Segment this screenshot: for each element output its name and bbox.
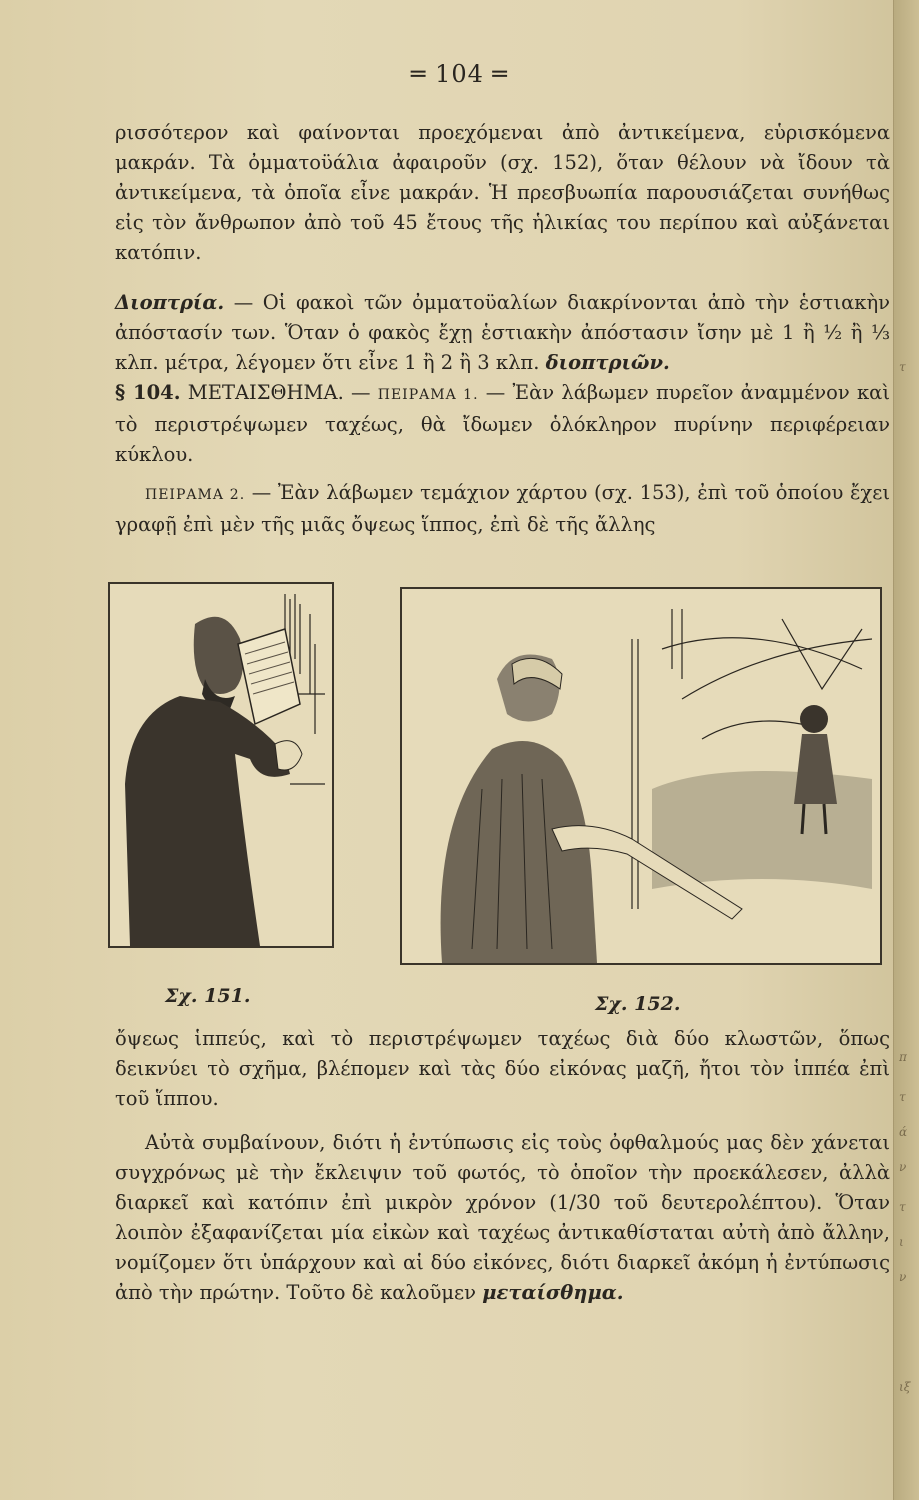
margin-fragment: ι [899, 1235, 904, 1249]
figure-151-man-reading [108, 582, 334, 948]
paragraph-diopter-body: — Οἱ φακοὶ τῶν ὀμματοϋαλίων διακρίνονται ἀπὸ τὴν ἑστιακὴν ἀπόστασίν των. Ὅταν ὁ φακὸς ἔχῃ ἑστιακὴν ἀπόστασιν ἴσην μὲ 1 ἢ ½ ἢ ⅓ κλπ. μέτρα, λέγομεν ὅτι εἶνε 1 ἢ 2 ἢ 3 κλπ. [115, 291, 890, 374]
paragraph-section-104 [115, 378, 890, 470]
margin-fragment: τ [899, 1200, 906, 1214]
term-afterimage: μεταίσθημα. [482, 1281, 624, 1304]
figure-152-woman-and-child [400, 587, 882, 965]
margin-fragment: π [899, 1050, 907, 1064]
margin-fragment: τ [899, 1090, 906, 1104]
margin-fragment: τ [899, 360, 906, 374]
figure-152-caption: Σχ. 152. [595, 993, 681, 1015]
experiment-2-label: ΠΕΙΡΑΜΑ 2. [145, 487, 246, 503]
margin-fragment: ν [899, 1160, 907, 1174]
experiment-2-body: — Ἐὰν λάβωμεν τεμάχιον χάρτου (σχ. 153), ἐπὶ τοῦ ὁποίου ἔχει γραφῇ ἐπὶ μὲν τῆς μιᾶς ὄψεως ἵππος, ἐπὶ δὲ τῆς ἄλλης [115, 481, 890, 536]
section-heading: ΜΕΤΑΙΣΘΗΜΑ. — [180, 381, 378, 404]
figure-152-illustration [402, 589, 880, 963]
experiment-1-body: — Ἐὰν λάβωμεν πυρεῖον ἀναμμένον καὶ τὸ περιστρέψωμεν ταχέως, θὰ ἴδωμεν ὁλόκληρον πυρίνην περιφέρειαν κύκλου. [115, 381, 890, 466]
term-diopters: διοπτριῶν. [545, 351, 670, 374]
paragraph-presbyopia: ρισσότερον καὶ φαίνονται προεχόμεναι ἀπὸ ἀντικείμενα, εὑρισκόμενα μακράν. Τὰ ὀμματοϋάλια ἀφαιροῦν (σχ. 152), ὅταν θέλουν νὰ ἴδουν τὰ ἀντικείμενα, τὰ ὁποῖα εἶνε μακράν. Ἡ πρεσβυωπία παρουσιάζεται συνήθως εἰς τὸν ἄνθρωπον ἀπὸ τοῦ 45 ἔτους τῆς ἡλικίας του περίπου καὶ αὐξάνεται κατόπιν. [115, 121, 890, 264]
term-diopter: Διοπτρία. [115, 291, 225, 314]
figure-151-caption: Σχ. 151. [165, 985, 251, 1007]
paragraph-horse-rider: ὄψεως ἱππεύς, καὶ τὸ περιστρέψωμεν ταχέως διὰ δύο κλωστῶν, ὅπως δεικνύει τὸ σχῆμα, βλέπομεν καὶ τὰς δύο εἰκόνας μαζῆ, ἤτοι τὸν ἱππέα ἐπὶ τοῦ ἵππου. [115, 1027, 890, 1110]
section-number: § 104. [115, 381, 181, 404]
paragraph-diopter [115, 288, 890, 378]
page-number-header: ═ 104 ═ [411, 60, 508, 88]
paragraph-afterimage-body: Αὐτὰ συμβαίνουν, διότι ἡ ἐντύπωσις εἰς τοὺς ὀφθαλμούς μας δὲν χάνεται συγχρόνως μὲ τὴν ἔκλειψιν τοῦ φωτός, τὸ ὁποῖον τὴν προεκάλεσεν, ἀλλὰ διαρκεῖ καὶ κατόπιν ἐπὶ μικρὸν χρόνον (1/30 τοῦ δευτερολέπτου). Ὅταν λοιπὸν ἐξαφανίζεται μία εἰκὼν καὶ ταχέως ἀντικαθίσταται αὐτὴ ἀπὸ ἄλλην, νομίζομεν ὅτι ὑπάρχουν καὶ αἱ δύο εἰκόνες, διότι διαρκεῖ ἀκόμη ἡ ἐντύπωσις ἀπὸ τὴν πρώτην. Τοῦτο δὲ καλοῦμεν [115, 1131, 890, 1304]
margin-fragment: ά [899, 1125, 908, 1139]
margin-fragment: ν [899, 1270, 907, 1284]
margin-fragment: ιξ [899, 1380, 911, 1394]
experiment-1-label: ΠΕΙΡΑΜΑ 1. [377, 387, 479, 403]
paragraph-afterimage [115, 1128, 890, 1308]
paragraph-experiment-2 [115, 478, 890, 540]
figure-151-illustration [110, 584, 332, 946]
